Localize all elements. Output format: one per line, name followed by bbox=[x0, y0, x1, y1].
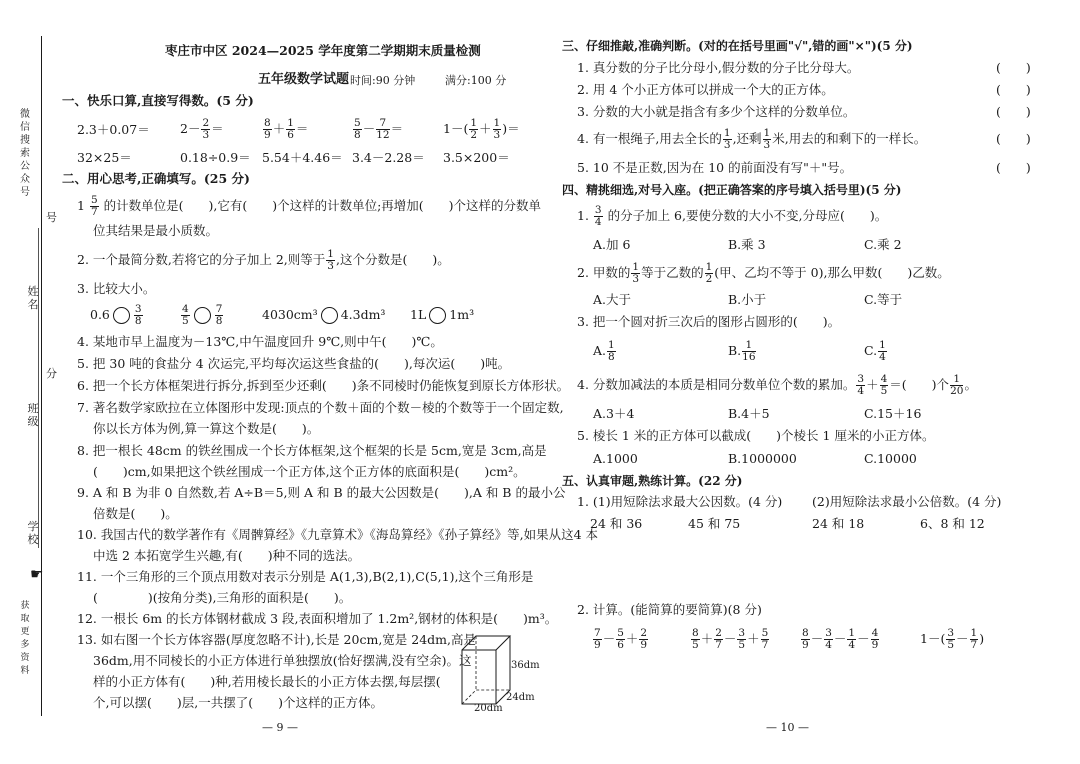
q4-2: 2. 甲数的 $\frac{1}{3}$ 等于乙数的 $\frac{1}{2}$ (甲、乙均不等于 0),那么甲数( )乙数。 bbox=[577, 261, 950, 285]
q3-5-answer[interactable]: ( ) bbox=[996, 160, 1031, 175]
q4-2-option-c[interactable]: C.等于 bbox=[864, 292, 903, 307]
q5-1-gcd: 1. (1)用短除法求最大公因数。(4 分) bbox=[577, 494, 783, 509]
q4-2-option-b[interactable]: B.小于 bbox=[728, 292, 767, 307]
q2-3-compare-c: 4030cm³ 4.3dm³ bbox=[262, 307, 386, 322]
q3-1: 1. 真分数的分子比分母小,假分数的分子比分母大。 bbox=[577, 60, 860, 75]
q5-1-lcm: (2)用短除法求最小公倍数。(4 分) bbox=[812, 494, 1002, 509]
calc-2: $\frac{8}{5}$ ＋ $\frac{2}{7}$ － $\frac{3}{5}$ ＋ $\frac{5}{7}$ bbox=[692, 627, 769, 651]
q4-3-option-c[interactable]: C. $\frac{1}{4}$ bbox=[864, 339, 886, 363]
label-class: 班级 bbox=[27, 402, 39, 428]
q4-4-option-c[interactable]: C.15＋16 bbox=[864, 406, 922, 421]
q2-1: 1 $\frac{5}{7}$ 的计数单位是( ),它有( )个这样的计数单位;再增加( )个这样的分数单 bbox=[77, 194, 542, 218]
q2-6: 6. 把一个长方体框架进行拆分,拆到至少还剩( )条不同棱时仍能恢复到原长方体形状。 bbox=[77, 378, 570, 393]
q4-3: 3. 把一个圆对折三次后的图形占圆形的( )。 bbox=[577, 314, 841, 329]
hand-icon: ☛ bbox=[30, 565, 44, 583]
q4-1: 1. $\frac{3}{4}$ 的分子加上 6,要使分数的大小不变,分母应( )。 bbox=[577, 204, 888, 228]
oral-5: 1－( $\frac{1}{2}$ ＋ $\frac{1}{3}$ )＝ bbox=[443, 117, 520, 141]
q4-2-option-a[interactable]: A.大于 bbox=[593, 292, 632, 307]
oral-1: 2.3＋0.07＝ bbox=[77, 122, 150, 137]
calc-4: 1－( $\frac{3}{5}$ － $\frac{1}{7}$ ) bbox=[920, 627, 985, 651]
q2-4: 4. 某地市早上温度为－13℃,中午温度回升 9℃,则中午( )℃。 bbox=[77, 334, 443, 349]
q3-2: 2. 用 4 个小正方体可以拼成一个大的正方体。 bbox=[577, 82, 834, 97]
q2-2: 2. 一个最简分数,若将它的分子加上 2,则等于 $\frac{1}{3}$ ,这个分数是( )。 bbox=[77, 248, 450, 272]
q2-7-cont: 你以长方体为例,算一算这个数是( )。 bbox=[93, 421, 320, 436]
q2-13-line2: 36dm,用不同棱长的小正方体进行单独摆放(恰好摆满,没有空余)。这 bbox=[93, 653, 472, 668]
q4-1-option-c[interactable]: C.乘 2 bbox=[864, 237, 902, 252]
q4-5-option-a[interactable]: A.1000 bbox=[593, 451, 638, 466]
exam-title: 枣庄市中区 2024—2025 学年度第二学期期末质量检测 bbox=[165, 43, 481, 58]
q3-3: 3. 分数的大小就是指含有多少个这样的分数单位。 bbox=[577, 104, 856, 119]
oral-6: 32×25＝ bbox=[77, 150, 132, 165]
q2-10: 10. 我国古代的数学著作有《周髀算经》《九章算术》《海岛算经》《孙子算经》等,如果从这4 本 bbox=[77, 527, 599, 542]
fold-line bbox=[41, 36, 42, 716]
exam-time: 时间:90 分钟 bbox=[350, 74, 416, 87]
pair-3: 24 和 18 bbox=[812, 516, 865, 531]
q4-4-option-b[interactable]: B.4＋5 bbox=[728, 406, 770, 421]
q3-4-answer[interactable]: ( ) bbox=[996, 131, 1031, 146]
section-1-heading: 一、快乐口算,直接写得数。(5 分) bbox=[62, 93, 254, 108]
q2-7: 7. 著名数学家欧拉在立体图形中发现:顶点的个数＋面的个数－棱的个数等于一个固定数, bbox=[77, 400, 564, 415]
q4-5-option-c[interactable]: C.10000 bbox=[864, 451, 917, 466]
q2-3-compare-d: 1L 1m³ bbox=[410, 307, 475, 322]
oral-4: $\frac{5}{8}$ － $\frac{7}{12}$ ＝ bbox=[354, 117, 404, 141]
q2-5: 5. 把 30 吨的食盐分 4 次运完,平均每次运这些食盐的( ),每次运( )吨。 bbox=[77, 356, 511, 371]
q2-9-cont: 倍数是( )。 bbox=[93, 506, 178, 521]
compare-circle[interactable] bbox=[321, 307, 338, 324]
label-number: 号 bbox=[46, 211, 57, 224]
pair-1: 24 和 36 bbox=[590, 516, 643, 531]
calc-1: $\frac{7}{9}$ － $\frac{5}{6}$ ＋ $\frac{2}{9}$ bbox=[594, 627, 648, 651]
q4-3-option-a[interactable]: A. $\frac{1}{8}$ bbox=[593, 339, 615, 363]
compare-circle[interactable] bbox=[113, 307, 130, 324]
q5-2: 2. 计算。(能简算的要简算)(8 分) bbox=[577, 602, 762, 617]
page-number-9: — 9 — bbox=[262, 721, 298, 734]
q4-1-option-b[interactable]: B.乘 3 bbox=[728, 237, 766, 252]
exam-score: 满分:100 分 bbox=[445, 74, 507, 87]
q3-5: 5. 10 不是正数,因为在 10 的前面没有写"＋"号。 bbox=[577, 160, 853, 175]
fig-label-height: 36dm bbox=[511, 660, 540, 671]
pair-2: 45 和 75 bbox=[688, 516, 741, 531]
oral-8: 5.54＋4.46＝ bbox=[262, 150, 343, 165]
q2-8-cont: ( )cm,如果把这个铁丝围成一个正方体,这个正方体的底面积是( )cm²。 bbox=[93, 464, 526, 479]
q4-3-option-b[interactable]: B. $\frac{1}{16}$ bbox=[728, 339, 756, 363]
compare-circle[interactable] bbox=[194, 307, 211, 324]
calc-3: $\frac{8}{9}$ － $\frac{3}{4}$ － $\frac{1}{4}$ － $\frac{4}{9}$ bbox=[802, 627, 879, 651]
q2-1-cont: 位其结果是最小质数。 bbox=[93, 223, 219, 238]
q2-3: 3. 比较大小。 bbox=[77, 281, 156, 296]
q2-9: 9. A 和 B 为非 0 自然数,若 A÷B＝5,则 A 和 B 的最大公因数是( ),A 和 B 的最小公 bbox=[77, 485, 566, 500]
q4-4-option-a[interactable]: A.3＋4 bbox=[593, 406, 635, 421]
q4-4: 4. 分数加减法的本质是相同分数单位个数的累加。 $\frac{3}{4}$ ＋ $\frac{4}{5}$ ＝( )个 $\frac{1}{20}$ 。 bbox=[577, 373, 977, 397]
q2-3-compare-a: 0.6 $\frac{3}{8}$ bbox=[90, 303, 142, 327]
q2-11-cont: ( )(按角分类),三角形的面积是( )。 bbox=[93, 590, 352, 605]
q2-13-line4: 个,可以摆( )层,一共摆了( )个这样的正方体。 bbox=[93, 695, 383, 710]
fig-label-width: 24dm bbox=[506, 692, 535, 703]
compare-circle[interactable] bbox=[429, 307, 446, 324]
q2-10-cont: 中选 2 本拓宽学生兴趣,有( )种不同的选法。 bbox=[93, 548, 361, 563]
section-2-heading: 二、用心思考,正确填写。(25 分) bbox=[62, 171, 250, 186]
page-number-10: — 10 — bbox=[766, 721, 809, 734]
oral-3: $\frac{8}{9}$ ＋ $\frac{1}{6}$ ＝ bbox=[264, 117, 309, 141]
oral-2: 2－ $\frac{2}{3}$ ＝ bbox=[180, 117, 224, 141]
label-score: 分 bbox=[46, 367, 57, 380]
q3-3-answer[interactable]: ( ) bbox=[996, 104, 1031, 119]
q2-13-line3: 样的小正方体有( )种,若用棱长最长的小正方体去摆,每层摆( bbox=[93, 674, 466, 689]
q3-1-answer[interactable]: ( ) bbox=[996, 60, 1031, 75]
q2-12: 12. 一根长 6m 的长方体钢材截成 3 段,表面积增加了 1.2m²,钢材的体积是( )m³。 bbox=[77, 611, 558, 626]
section-5-heading: 五、认真审题,熟练计算。(22 分) bbox=[562, 474, 743, 488]
q2-11: 11. 一个三角形的三个顶点用数对表示分别是 A(1,3),B(2,1),C(5,1),这个三角形是 bbox=[77, 569, 534, 584]
fig-label-length: 20dm bbox=[474, 703, 503, 714]
q4-1-option-a[interactable]: A.加 6 bbox=[593, 237, 631, 252]
exam-subtitle: 五年级数学试题 bbox=[258, 72, 350, 87]
q2-3-compare-b: $\frac{4}{5}$ $\frac{7}{8}$ bbox=[182, 303, 223, 327]
section-4-heading: 四、精挑细选,对号入座。(把正确答案的序号填入括号里)(5 分) bbox=[562, 183, 902, 197]
oral-10: 3.5×200＝ bbox=[443, 150, 510, 165]
q3-2-answer[interactable]: ( ) bbox=[996, 82, 1031, 97]
section-3-heading: 三、仔细推敲,准确判断。(对的在括号里画"√",错的画"×")(5 分) bbox=[562, 39, 913, 53]
q4-5-option-b[interactable]: B.1000000 bbox=[728, 451, 797, 466]
cuboid-figure bbox=[458, 630, 538, 712]
oral-7: 0.18÷0.9＝ bbox=[180, 150, 251, 165]
label-school: 学校 bbox=[27, 520, 39, 546]
q4-5: 5. 棱长 1 米的正方体可以截成( )个棱长 1 厘米的小正方体。 bbox=[577, 428, 935, 443]
bottom-logo: 获取更多资料 bbox=[20, 601, 30, 676]
q2-8: 8. 把一根长 48cm 的铁丝围成一个长方体框架,这个框架的长是 5cm,宽是 3cm,高是 bbox=[77, 443, 547, 458]
label-name: 姓名 bbox=[27, 285, 39, 311]
q2-13: 13. 如右图一个长方体容器(厚度忽略不计),长是 20cm,宽是 24dm,高是 bbox=[77, 632, 476, 647]
pair-4: 6、8 和 12 bbox=[920, 516, 985, 531]
top-logo: 微信搜索公众号 bbox=[20, 109, 30, 198]
q3-4: 4. 有一根绳子,用去全长的 $\frac{1}{3}$ ,还剩 $\frac{1}{3}$ 米,用去的和剩下的一样长。 bbox=[577, 127, 927, 151]
oral-9: 3.4－2.28＝ bbox=[352, 150, 425, 165]
